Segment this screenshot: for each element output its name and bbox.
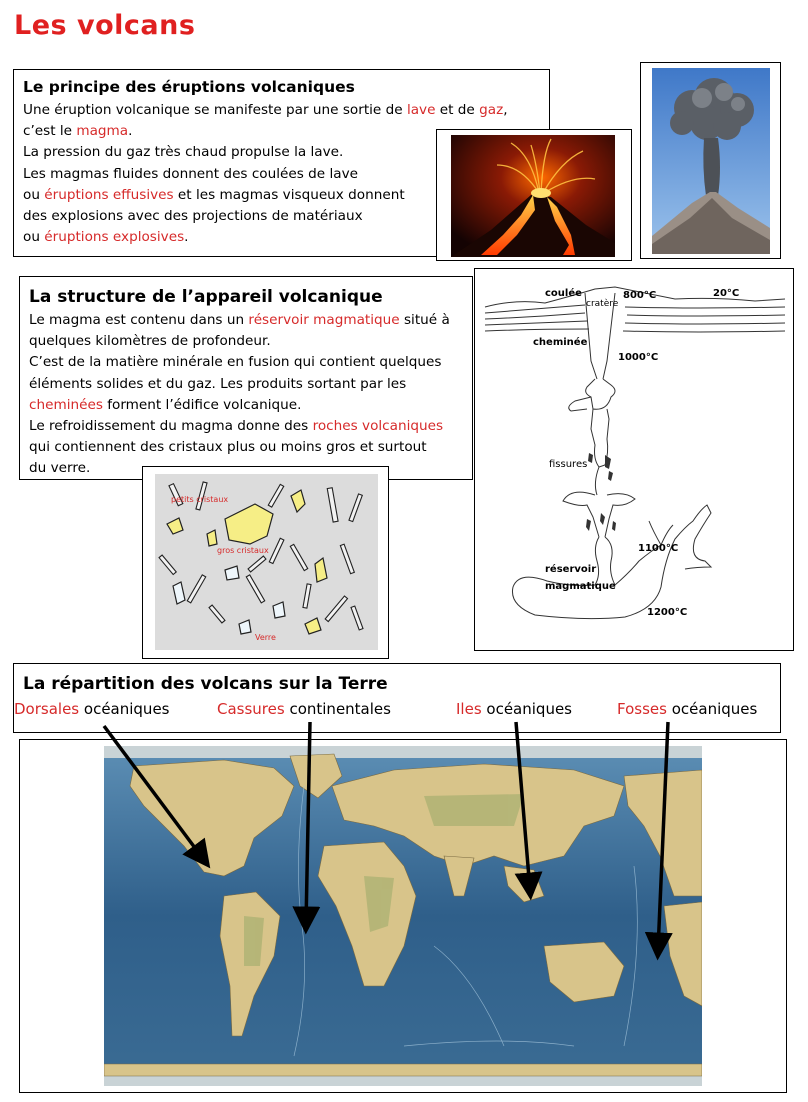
reservoir-label-2: magmatique (545, 581, 616, 592)
text-segment: ou (23, 229, 45, 246)
text-segment: quelques kilomètres de profondeur. (29, 333, 271, 350)
text-segment: La pression du gaz très chaud propulse la lave. (23, 144, 344, 161)
temp-20-label: 20°C (713, 288, 740, 299)
chimney-label: cheminée (533, 337, 588, 348)
text-segment: forment l’édifice volcanique. (102, 396, 302, 413)
caption-islands: Iles océaniques (456, 700, 572, 718)
ash-cloud-photo (652, 68, 770, 254)
temp-800-label: 800°C (623, 290, 657, 301)
crystal-diagram-frame (142, 466, 389, 659)
volcano-structure-line (29, 310, 469, 331)
text-segment: du verre. (29, 460, 91, 477)
fissures-label: fissures (549, 459, 588, 470)
volcano-structure-line (29, 416, 469, 437)
text-segment: Les magmas fluides donnent des coulées de lave (23, 165, 358, 182)
volcano-structure-heading: La structure de l’appareil volcanique (29, 287, 383, 307)
caption-ridges: Dorsales océaniques (14, 700, 170, 718)
text-segment: éléments solides et du gaz. Les produits sortant par les (29, 375, 407, 392)
keyword-term: magma (76, 123, 129, 140)
lava-photo-frame (436, 129, 632, 261)
keyword-term: réservoir magmatique (248, 312, 400, 328)
page-title: Les volcans (14, 10, 196, 41)
text-segment: C’est de la matière minérale en fusion qui contient quelques (29, 354, 442, 371)
keyword-term: éruptions explosives (44, 229, 185, 246)
volcano-structure-line (29, 331, 469, 352)
text-segment: Le magma est contenu dans un (29, 312, 249, 328)
small-crystals-label: petits cristaux (171, 495, 229, 504)
temp-1100-label: 1100°C (638, 543, 679, 554)
temp-1200-label: 1200°C (647, 607, 688, 618)
text-segment: ou (23, 186, 45, 203)
text-segment: c’est le (23, 123, 77, 140)
text-segment: et de (435, 102, 480, 118)
ash-cloud-photo-frame (640, 62, 781, 259)
volcano-structure-line (29, 395, 469, 416)
text-segment: situé à (399, 312, 450, 328)
text-segment: et les magmas visqueux donnent (173, 186, 405, 203)
reservoir-label-1: réservoir (545, 564, 597, 575)
eruption-principle-heading: Le principe des éruptions volcaniques (23, 78, 355, 96)
text-segment: . (128, 123, 133, 140)
volcano-distribution-heading: La répartition des volcans sur la Terre (23, 674, 388, 694)
glass-label: Verre (255, 633, 276, 642)
caption-trenches: Fosses océaniques (617, 700, 758, 718)
text-segment: , (503, 102, 508, 118)
volcano-structure-line (29, 352, 469, 373)
lava-eruption-photo (451, 135, 615, 257)
volcanic-rock-crystals-diagram (155, 474, 378, 650)
text-segment: . (184, 229, 189, 246)
temp-1000-label: 1000°C (618, 352, 659, 363)
keyword-term: cheminées (29, 396, 103, 413)
world-map-frame (19, 739, 787, 1093)
keyword-term: éruptions effusives (44, 186, 174, 203)
crater-label: cratère (586, 299, 619, 309)
caption-rifts: Cassures continentales (217, 700, 391, 718)
text-segment: Le refroidissement du magma donne des (29, 418, 313, 435)
world-relief-map (104, 746, 702, 1086)
eruption-principle-line (23, 100, 548, 121)
keyword-term: lave (406, 102, 436, 118)
large-crystals-label: gros cristaux (217, 546, 269, 555)
volcano-distribution-box (13, 663, 781, 733)
volcano-cross-section-diagram (475, 269, 793, 650)
volcano-structure-text (29, 310, 469, 480)
text-segment: Une éruption volcanique se manifeste par une sortie de (23, 102, 407, 118)
volcano-cross-section-frame (474, 268, 794, 651)
keyword-term: gaz (479, 102, 504, 118)
flow-label: coulée (545, 288, 582, 299)
volcano-structure-line (29, 374, 469, 395)
keyword-term: roches volcaniques (312, 418, 444, 435)
volcano-structure-box (19, 276, 473, 480)
text-segment: des explosions avec des projections de matériaux (23, 208, 363, 225)
text-segment: qui contiennent des cristaux plus ou moins gros et surtout (29, 439, 427, 456)
volcano-structure-line (29, 437, 469, 458)
